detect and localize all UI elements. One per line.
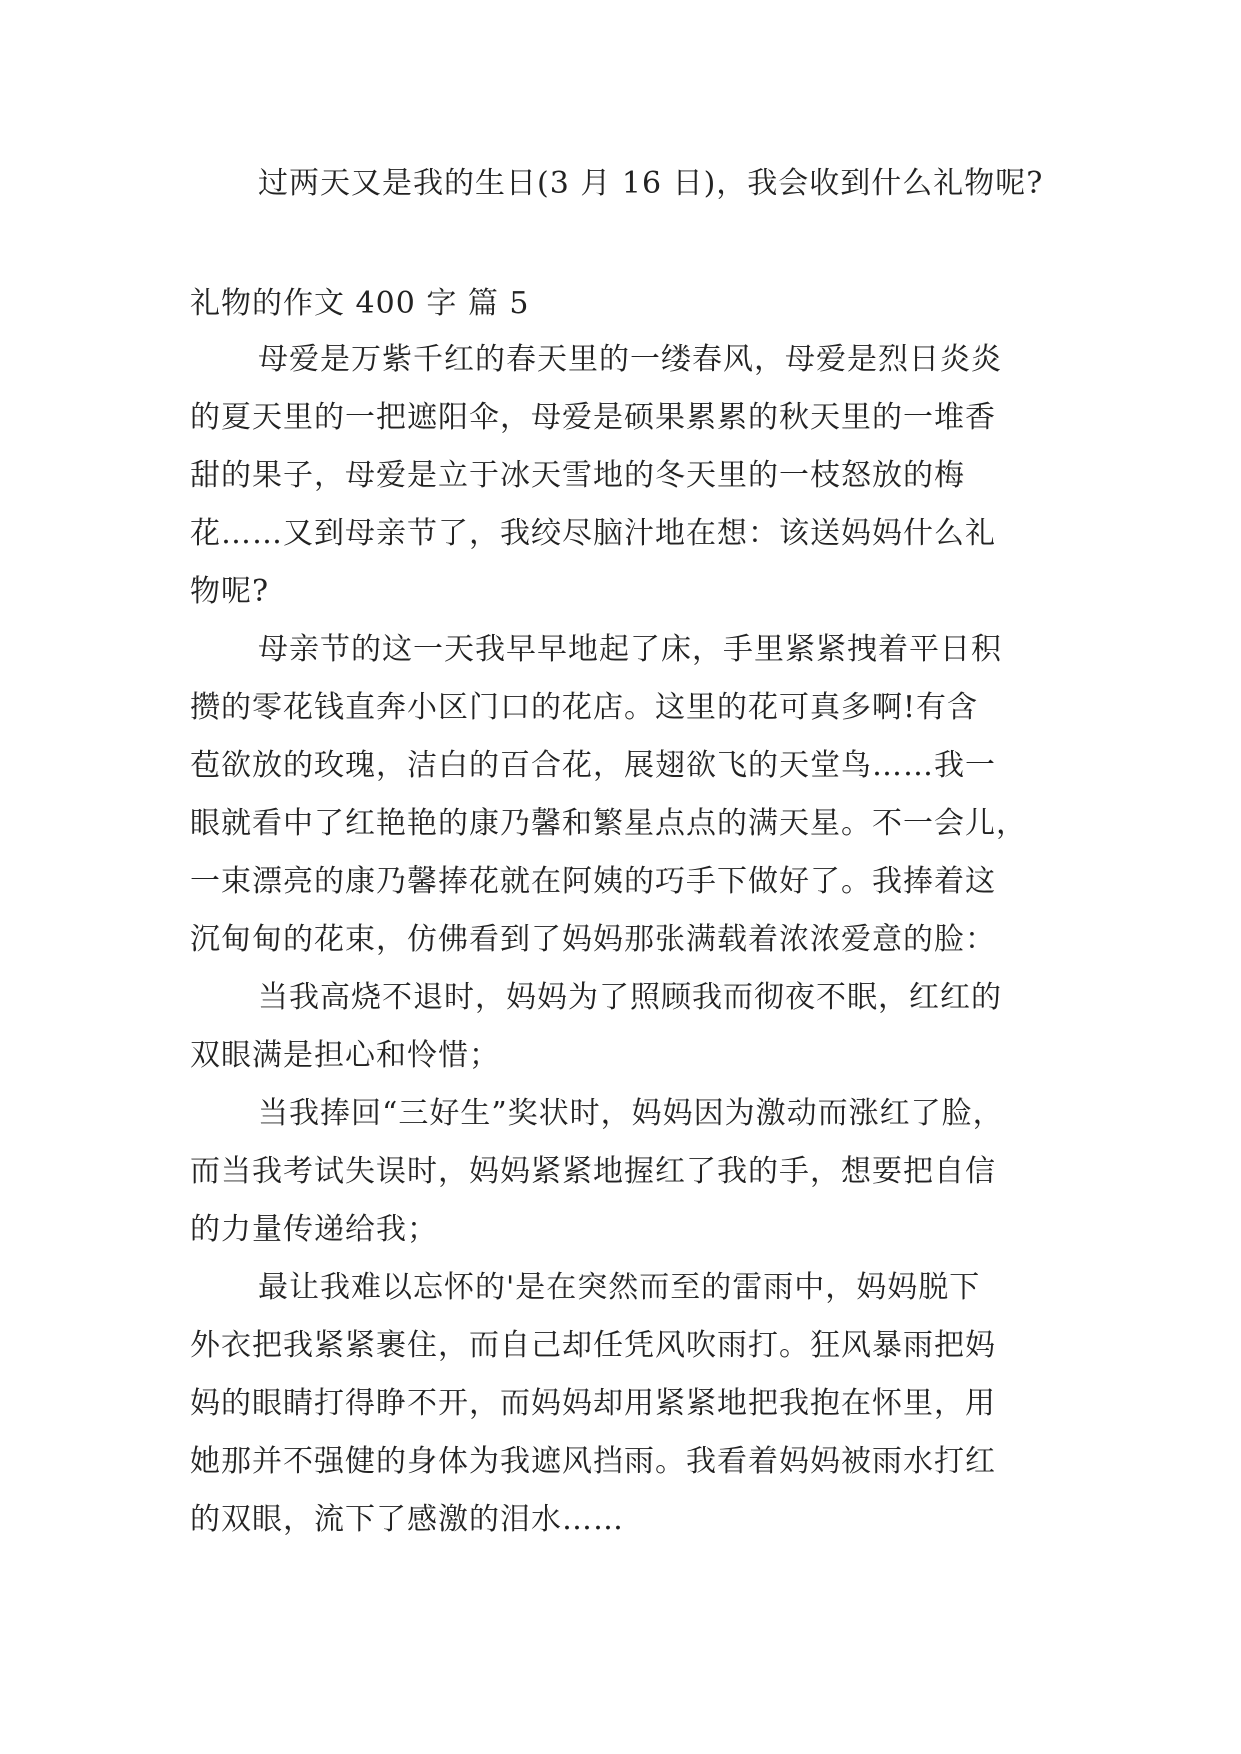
essay-heading: 礼物的作文 400 字 篇 5: [190, 286, 530, 321]
paragraph-line: 最让我难以忘怀的'是在突然而至的雷雨中，妈妈脱下: [258, 1270, 981, 1305]
paragraph-line: 攒的零花钱直奔小区门口的花店。这里的花可真多啊!有含: [190, 690, 979, 725]
paragraph-line: 母爱是万紫千红的春天里的一缕春风，母爱是烈日炎炎: [258, 342, 1002, 377]
paragraph-line: 一束漂亮的康乃馨捧花就在阿姨的巧手下做好了。我捧着这: [190, 864, 996, 899]
paragraph-line: 双眼满是担心和怜惜；: [190, 1038, 500, 1073]
paragraph-line: 的双眼，流下了感激的泪水……: [190, 1502, 624, 1537]
paragraph-line: 当我捧回“三好生”奖状时，妈妈因为激动而涨红了脸，: [258, 1096, 1004, 1131]
paragraph-line: 眼就看中了红艳艳的康乃馨和繁星点点的满天星。不一会儿，: [190, 806, 1027, 841]
paragraph-line: 外衣把我紧紧裹住，而自己却任凭风吹雨打。狂风暴雨把妈: [190, 1328, 996, 1363]
paragraph-line: 母亲节的这一天我早早地起了床，手里紧紧拽着平日积: [258, 632, 1002, 667]
paragraph-line: 妈的眼睛打得睁不开，而妈妈却用紧紧地把我抱在怀里，用: [190, 1386, 996, 1421]
paragraph-line: 的夏天里的一把遮阳伞，母爱是硕果累累的秋天里的一堆香: [190, 400, 996, 435]
paragraph-line: 她那并不强健的身体为我遮风挡雨。我看着妈妈被雨水打红: [190, 1444, 996, 1479]
paragraph-line: 的力量传递给我；: [190, 1212, 438, 1247]
paragraph-line: 当我高烧不退时，妈妈为了照顾我而彻夜不眠，红红的: [258, 980, 1002, 1015]
paragraph-line: 沉甸甸的花束，仿佛看到了妈妈那张满载着浓浓爱意的脸：: [190, 922, 996, 957]
paragraph-line: 而当我考试失误时，妈妈紧紧地握红了我的手，想要把自信: [190, 1154, 996, 1189]
paragraph-line: 花……又到母亲节了，我绞尽脑汁地在想：该送妈妈什么礼: [190, 516, 996, 551]
intro-line: 过两天又是我的生日(3 月 16 日)，我会收到什么礼物呢?: [258, 166, 1044, 201]
paragraph-line: 苞欲放的玫瑰，洁白的百合花，展翅欲飞的天堂鸟……我一: [190, 748, 996, 783]
paragraph-line: 甜的果子，母爱是立于冰天雪地的冬天里的一枝怒放的梅: [190, 458, 965, 493]
paragraph-line: 物呢?: [190, 574, 270, 609]
